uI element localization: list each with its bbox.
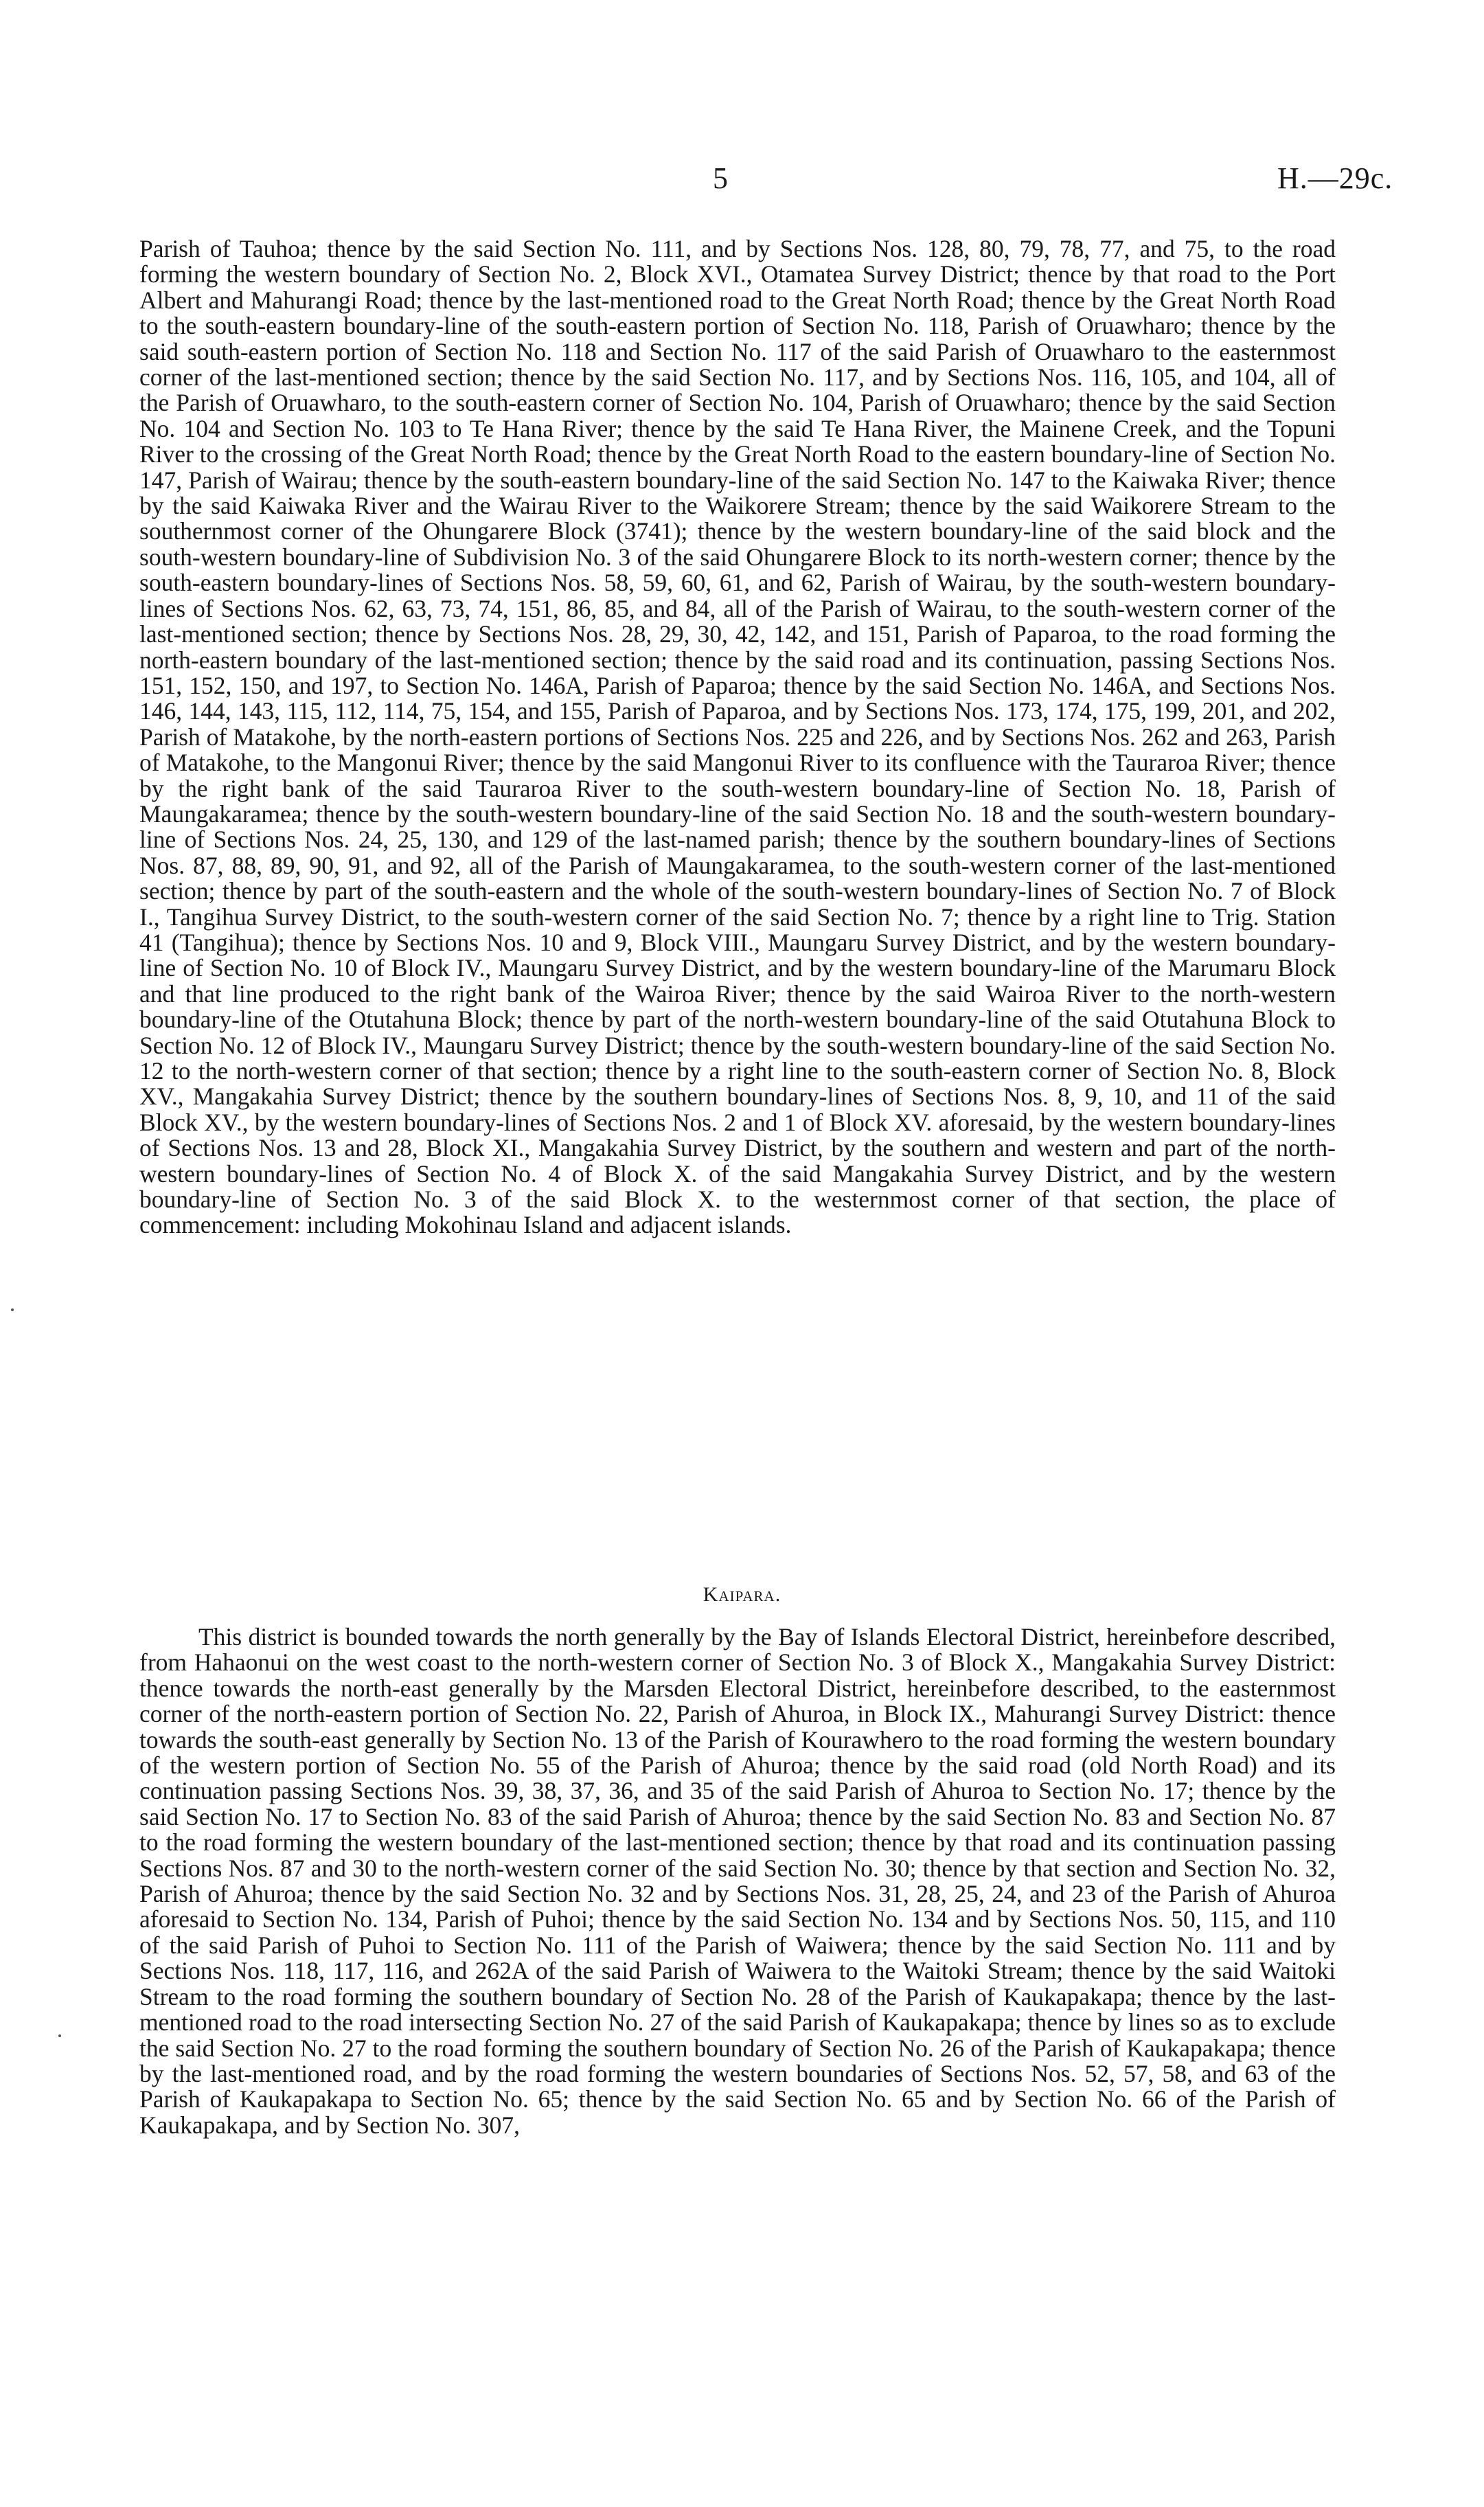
scan-speck (58, 2034, 61, 2037)
boundary-description-continued: Parish of Tauhoa; thence by the said Section No. 111, and by Sections Nos. 128, 80, 79, 78, 77, and 75, to the road forming the western boundary of Section No. 2, Block XVI., Otamatea Survey District; thence by that road to the Port Albert and Mahurangi Road; thence by the last-mentioned road to the Great North Road; thence by the Great North Road to the south-eastern boundary-line of the south-eastern portion of Section No. 118, Parish of Oruawharo; thence by the said south-eastern portion of Section No. 118 and Section No. 117 of the said Parish of Oruawharo to the easternmost corner of the last-mentioned section; thence by the said Section No. 117, and by Sections Nos. 116, 105, and 104, all of the Parish of Oruawharo, to the south-eastern corner of Section No. 104, Parish of Oruawharo; thence by the said Section No. 104 and Section No. 103 to Te Hana River; thence by the said Te Hana River, the Mainene Creek, and the Topuni River to the crossing of the Great North Road; thence by the Great North Road to the eastern boundary-line of Section No. 147, Parish of Wairau; thence by the south-eastern boundary-line of the said Section No. 147 to the Kaiwaka River; thence by the said Kaiwaka River and the Wairau River to the Waikorere Stream; thence by the said Waikorere Stream to the southernmost corner of the Ohungarere Block (3741); thence by the western boundary-line of the said block and the south-western boundary-line of Subdivision No. 3 of the said Ohungarere Block to its north-western corner; thence by the south-eastern boundary-lines of Sections Nos. 58, 59, 60, 61, and 62, Parish of Wairau, by the south-western boundary-lines of Sections Nos. 62, 63, 73, 74, 151, 86, 85, and 84, all of the Parish of Wairau, to the south-western corner of the last-mentioned section; thence by Sections Nos. 28, 29, 30, 42, 142, and 151, Parish of Paparoa, to the road forming the north-eastern boundary of the last-mentioned section; thence by the said road and its continuation, passing Sections Nos. 151, 152, 150, and 197, to Section No. 146A, Parish of Paparoa; thence by the said Section No. 146A, and Sections Nos. 146, 144, 143, 115, 112, 114, 75, 154, and 155, Parish of Paparoa, and by Sections Nos. 173, 174, 175, 199, 201, and 202, Parish of Matakohe, by the north-eastern portions of Sections Nos. 225 and 226, and by Sections Nos. 262 and 263, Parish of Matakohe, to the Mangonui River; thence by the said Mangonui River to its confluence with the Tauraroa River; thence by the right bank of the said Tauraroa River to the south-western boundary-line of Section No. 18, Parish of Maungakaramea; thence by the south-western boundary-line of the said Section No. 18 and the south-western boundary-line of Sections Nos. 24, 25, 130, and 129 of the last-named parish; thence by the southern boundary-lines of Sections Nos. 87, 88, 89, 90, 91, and 92, all of the Parish of Maungakaramea, to the south-western corner of the last-mentioned section; thence by part of the south-eastern and the whole of the south-western boundary-lines of Section No. 7 of Block I., Tangihua Survey District, to the south-western corner of the said Section No. 7; thence by a right line to Trig. Station 41 (Tangihua); thence by Sections Nos. 10 and 9, Block VIII., Maungaru Survey District, and by the western boundary-line of Section No. 10 of Block IV., Maungaru Survey District, and by the western boundary-line of the Marumaru Block and that line produced to the right bank of the Wairoa River; thence by the said Wairoa River to the north-western boundary-line of the Otutahuna Block; thence by part of the north-western boundary-line of the said Otutahuna Block to Section No. 12 of Block IV., Maungaru Survey District; thence by the south-western boundary-line of the said Section No. 12 to the north-western corner of that section; thence by a right line to the south-eastern corner of Section No. 8, Block XV., Mangakahia Survey District; thence by the southern boundary-lines of Sections Nos. 8, 9, 10, and 11 of the said Block XV., by the western boundary-lines of Sections Nos. 2 and 1 of Block XV. aforesaid, by the western boundary-lines of Sections Nos. 13 and 28, Block XI., Mangakahia Survey District, by the southern and western and part of the north-western boundary-lines of Section No. 4 of Block X. of the said Mangakahia Survey District, and by the western boundary-line of Section No. 3 of the said Block X. to the westernmost corner of that section, the place of commencement: including Mokohinau Island and adjacent islands. (139, 235, 1336, 1239)
kaipara-boundary-description: This district is bounded towards the north generally by the Bay of Islands Electoral District, hereinbefore described, from Hahaonui on the west coast to the north-western corner of Section No. 3 of Block X., Mangakahia Survey District: thence towards the north-east generally by the Marsden Electoral District, hereinbefore described, to the easternmost corner of the north-eastern portion of Section No. 22, Parish of Ahuroa, in Block IX., Mahurangi Survey District: thence towards the south-east generally by Section No. 13 of the Parish of Kourawhero to the road forming the western boundary of the western portion of Section No. 55 of the Parish of Ahuroa; thence by the said road (old North Road) and its continuation passing Sections Nos. 39, 38, 37, 36, and 35 of the said Parish of Ahuroa to Section No. 17; thence by the said Section No. 17 to Section No. 83 of the said Parish of Ahuroa; thence by the said Section No. 83 and Section No. 87 to the road forming the western boundary of the last-mentioned section; thence by that road and its continuation passing Sections Nos. 87 and 30 to the north-western corner of the said Section No. 30; thence by that section and Section No. 32, Parish of Ahuroa; thence by the said Section No. 32 and by Sections Nos. 31, 28, 25, 24, and 23 of the Parish of Ahuroa aforesaid to Section No. 134, Parish of Puhoi; thence by the said Section No. 134 and by Sections Nos. 50, 115, and 110 of the said Parish of Puhoi to Section No. 111 of the Parish of Waiwera; thence by the said Section No. 111 and by Sections Nos. 118, 117, 116, and 262A of the said Parish of Waiwera to the Waitoki Stream; thence by the said Waitoki Stream to the road forming the southern boundary of Section No. 28 of the Parish of Kaukapakapa; thence by the last-mentioned road to the road intersecting Section No. 27 of the said Parish of Kaukapakapa; thence by lines so as to exclude the said Section No. 27 to the road forming the southern boundary of Section No. 26 of the Parish of Kaukapakapa; thence by the last-mentioned road, and by the road forming the western boundaries of Sections Nos. 52, 57, 58, and 63 of the Parish of Kaukapakapa to Section No. 65; thence by the said Section No. 65 and by Section No. 66 of the Parish of Kaukapakapa, and by Section No. 307, (139, 1623, 1336, 2139)
scan-speck (11, 1308, 14, 1311)
page-number: 5 (713, 161, 728, 195)
document-reference: H.—29c. (1277, 161, 1393, 195)
section-heading-kaipara: Kaipara. (703, 1583, 781, 1606)
